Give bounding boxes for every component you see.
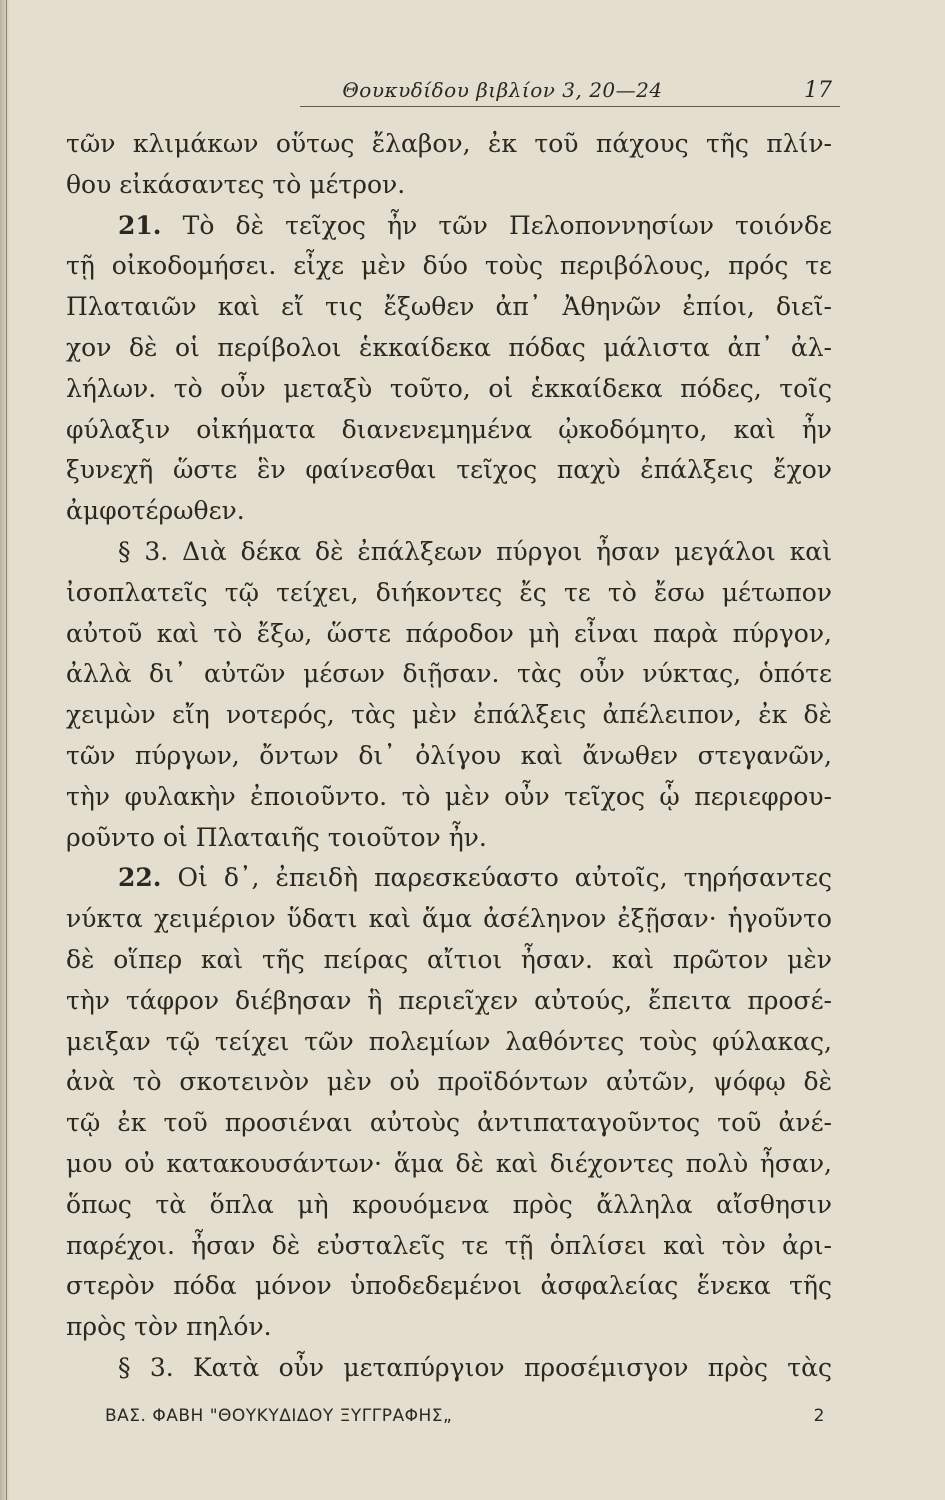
text-line (66, 777, 832, 818)
line-text: αὐτοῦ καὶ τὸ ἔξω, ὥστε πάροδον μὴ εἶναι παρὰ πύργον, (66, 618, 832, 648)
line-text: στερὸν πόδα μόνον ὑποδεδεμένοι ἀσφαλείας ἕνεκα τῆς (66, 1271, 832, 1301)
line-text: θου εἰκάσαντες τὸ μέτρον. (66, 169, 406, 199)
line-text: τῶν πύργων, ὄντων δι᾽ ὀλίγου καὶ ἄνωθεν στεγανῶν, (66, 740, 832, 770)
line-text: τὴν φυλακὴν ἐποιοῦντο. τὸ μὲν οὖν τεῖχος ᾧ περιεφρου- (66, 781, 832, 811)
text-line (66, 1022, 832, 1063)
text-line (66, 1062, 832, 1103)
text-line (66, 1103, 832, 1144)
line-text: δὲ οἵπερ καὶ τῆς πείρας αἴτιοι ἦσαν. καὶ πρῶτον μὲν (66, 944, 832, 974)
line-text: ἀλλὰ δι᾽ αὐτῶν μέσων διῇσαν. τὰς οὖν νύκτας, ὁπότε (66, 659, 832, 689)
book-spine-edge (0, 0, 10, 1500)
section-number: 21. (118, 210, 162, 240)
text-line (66, 654, 832, 695)
text-line (66, 818, 832, 859)
text-line (66, 1185, 832, 1226)
text-line (66, 1226, 832, 1267)
text-line (66, 1144, 832, 1185)
text-line (66, 450, 832, 491)
line-text: μου οὐ κατακουσάντων· ἅμα δὲ καὶ διέχοντες πολὺ ἦσαν, (66, 1148, 832, 1178)
text-line (66, 124, 832, 165)
text-line (66, 981, 832, 1022)
page-footer (105, 1406, 825, 1436)
line-text: τῶν κλιμάκων οὕτως ἔλαβον, ἐκ τοῦ πάχους τῆς πλίν- (66, 129, 832, 158)
line-text: ἀμφοτέρωθεν. (66, 496, 245, 526)
text-line (66, 328, 832, 369)
binding-line (6, 0, 7, 1500)
page-number: 17 (804, 78, 832, 103)
line-text: τῇ οἰκοδομήσει. εἶχε μὲν δύο τοὺς περιβόλους, πρός τε (66, 251, 832, 281)
line-text: χον δὲ οἱ περίβολοι ἑκκαίδεκα πόδας μάλιστα ἀπ᾽ ἀλ- (66, 332, 832, 362)
text-line (66, 736, 832, 777)
line-text: § 3. Κατὰ οὖν μεταπύργιον προσέμισγον πρὸς τὰς (118, 1352, 832, 1382)
text-line (66, 695, 832, 736)
text-line (66, 1307, 832, 1348)
line-text: τῷ ἐκ τοῦ προσιέναι αὐτοὺς ἀντιπαταγοῦντος τοῦ ἀνέ- (66, 1108, 832, 1138)
text-line (66, 532, 832, 573)
line-text: ροῦντο οἱ Πλαταιῆς τοιοῦτον ἦν. (66, 822, 487, 852)
line-text: παρέχοι. ἦσαν δὲ εὐσταλεῖς τε τῇ ὁπλίσει καὶ τὸν ἀρι- (66, 1230, 832, 1260)
text-line (66, 246, 832, 287)
header-rule (300, 106, 840, 107)
text-line (66, 165, 832, 206)
page-header (70, 78, 840, 108)
running-title: Θουκυδίδου βιβλίον 3, 20—24 (342, 78, 663, 102)
text-line (66, 410, 832, 451)
line-text: πρὸς τὸν πηλόν. (66, 1312, 272, 1342)
text-line (66, 899, 832, 940)
section-number: 22. (118, 863, 162, 893)
line-text: Πλαταιῶν καὶ εἴ τις ἔξωθεν ἀπ᾽ Ἀθηνῶν ἐπίοι, διεῖ- (66, 292, 832, 322)
line-text: νύκτα χειμέριον ὕδατι καὶ ἅμα ἀσέληνον ἐξῇσαν· ἡγοῦντο (66, 904, 832, 934)
text-line (66, 287, 832, 328)
line-text: χειμὼν εἴη νοτερός, τὰς μὲν ἐπάλξεις ἀπέλειπον, ἐκ δὲ (66, 700, 832, 730)
line-text: Οἱ δ᾽, ἐπειδὴ παρεσκεύαστο αὐτοῖς, τηρήσαντες (161, 863, 832, 893)
text-line (66, 1266, 832, 1307)
text-line (66, 573, 832, 614)
text-line (66, 1348, 832, 1389)
main-text (66, 124, 832, 1389)
line-text: φύλαξιν οἰκήματα διανενεμημένα ᾠκοδόμητο, καὶ ἦν (66, 414, 832, 444)
text-line (66, 206, 832, 247)
line-text: ὅπως τὰ ὅπλα μὴ κρουόμενα πρὸς ἄλληλα αἴσθησιν (66, 1189, 832, 1219)
line-text: λήλων. τὸ οὖν μεταξὺ τοῦτο, οἱ ἑκκαίδεκα πόδες, τοῖς (66, 373, 832, 403)
text-line (66, 940, 832, 981)
text-line (66, 369, 832, 410)
printer-signature: ΒΑΣ. ΦΑΒΗ "ΘΟΥΚΥΔΙΔΟΥ ΞΥΓΓΡΑΦΗΣ„ (105, 1406, 453, 1426)
text-line (66, 614, 832, 655)
text-line (66, 858, 832, 899)
text-line (66, 491, 832, 532)
line-text: μειξαν τῷ τείχει τῶν πολεμίων λαθόντες τοὺς φύλακας, (66, 1026, 832, 1056)
line-text: τὴν τάφρον διέβησαν ἣ περιεῖχεν αὐτούς, ἔπειτα προσέ- (66, 985, 832, 1015)
line-text: § 3. Διὰ δέκα δὲ ἐπάλξεων πύργοι ἦσαν μεγάλοι καὶ (118, 536, 832, 566)
line-text: ξυνεχῆ ὥστε ἓν φαίνεσθαι τεῖχος παχὺ ἐπάλξεις ἔχον (66, 455, 832, 485)
line-text: Τὸ δὲ τεῖχος ἦν τῶν Πελοποννησίων τοιόνδε (161, 210, 832, 240)
line-text: ἀνὰ τὸ σκοτεινὸν μὲν οὐ προϊδόντων αὐτῶν, ψόφῳ δὲ (66, 1067, 832, 1097)
sheet-number: 2 (813, 1406, 825, 1426)
line-text: ἰσοπλατεῖς τῷ τείχει, διήκοντες ἔς τε τὸ ἔσω μέτωπον (66, 577, 832, 607)
